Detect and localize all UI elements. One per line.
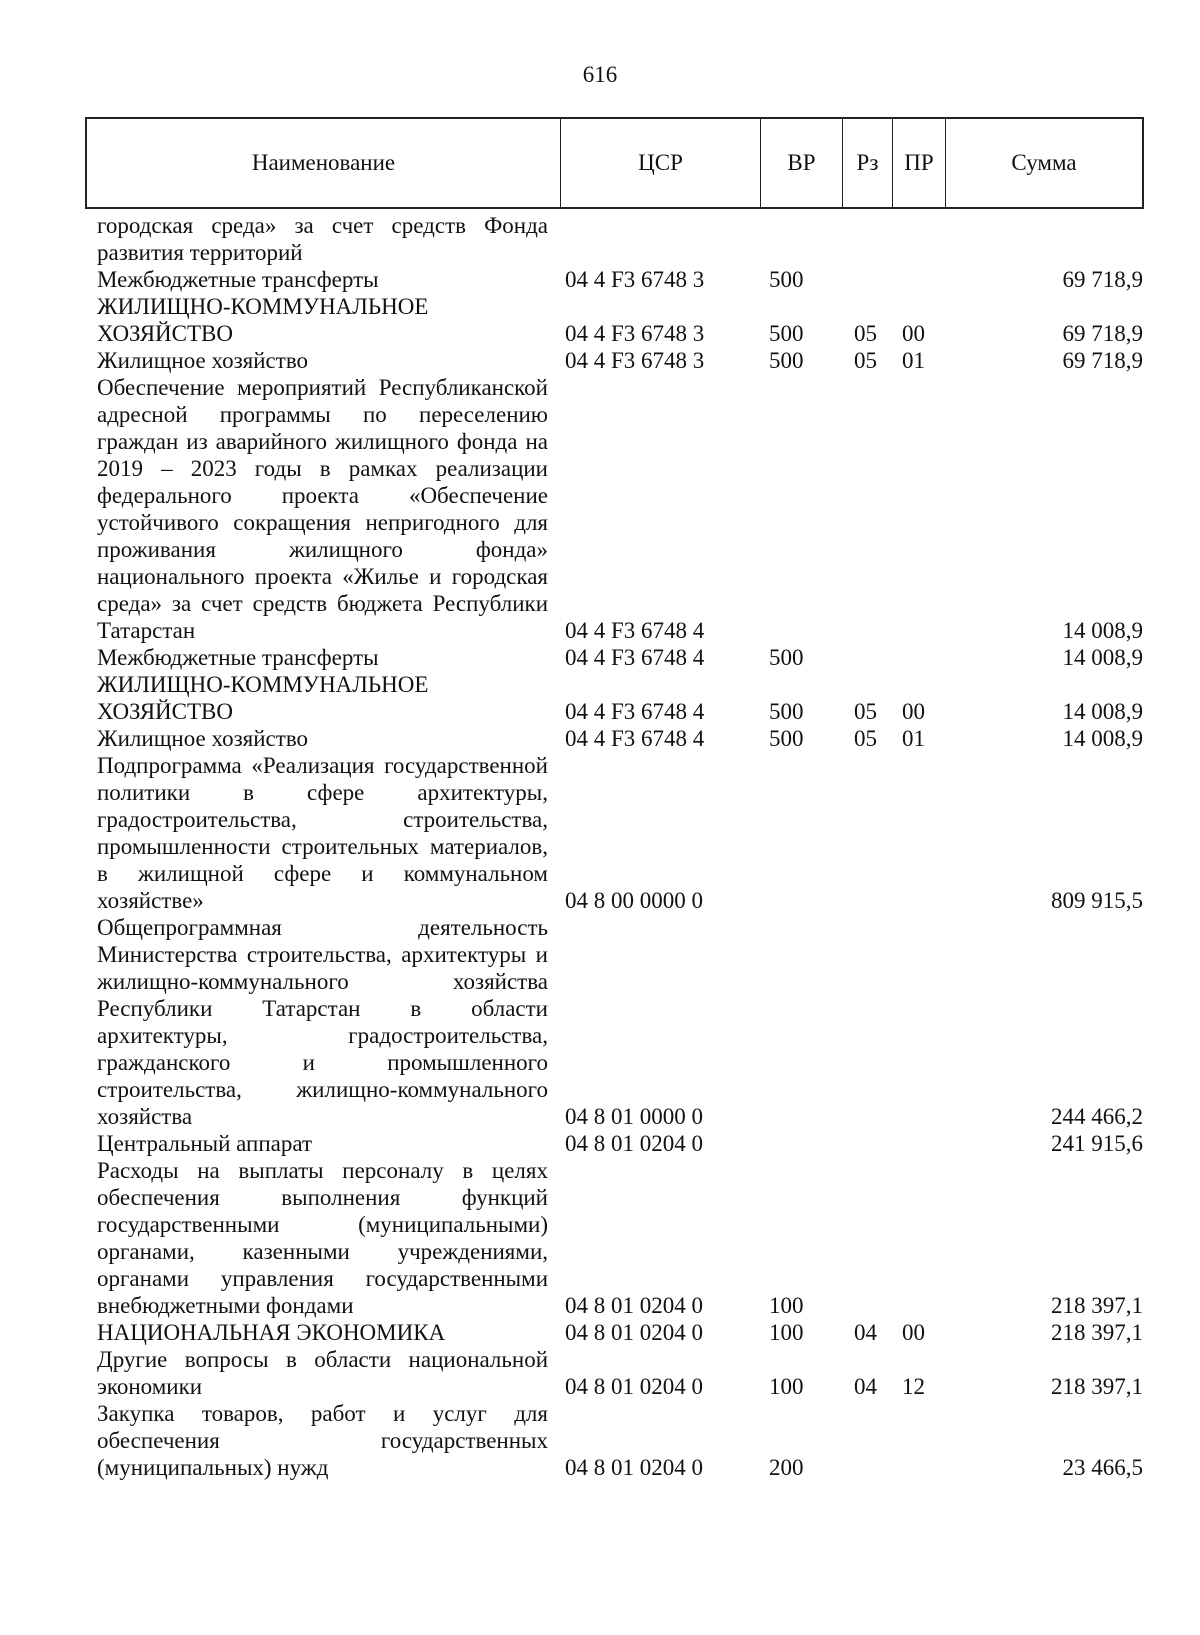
header-name: Наименование (87, 119, 561, 207)
row-vr: 100 (769, 1320, 804, 1345)
header-sum: Сумма (1011, 150, 1077, 175)
row-name: ЖИЛИЩНО-КОММУНАЛЬНОЕ ХОЗЯЙСТВО (97, 294, 429, 346)
table-row (85, 725, 1145, 752)
table-row (85, 212, 1145, 266)
row-vr: 500 (769, 321, 804, 346)
table-row (85, 1346, 1145, 1400)
table-row (85, 347, 1145, 374)
header-rz: Рз (843, 119, 893, 207)
row-name: Центральный аппарат (97, 1131, 313, 1156)
row-csr: 04 4 F3 6748 3 (565, 267, 705, 292)
row-vr: 500 (769, 699, 804, 724)
row-pr: 01 (902, 726, 925, 751)
row-sum: 14 008,9 (1062, 699, 1143, 724)
row-pr: 00 (902, 321, 925, 346)
row-sum: 69 718,9 (1062, 321, 1143, 346)
row-rz: 05 (854, 699, 877, 724)
row-name: Жилищное хозяйство (97, 726, 309, 751)
row-sum: 14 008,9 (1062, 726, 1143, 751)
row-vr: 100 (769, 1293, 804, 1318)
row-name: Другие вопросы в области национальной экономики (97, 1347, 548, 1399)
row-sum: 218 397,1 (1051, 1320, 1143, 1345)
row-rz: 05 (854, 321, 877, 346)
row-vr: 500 (769, 267, 804, 292)
row-sum: 69 718,9 (1062, 348, 1143, 373)
row-csr: 04 8 01 0204 0 (565, 1455, 703, 1480)
row-sum: 23 466,5 (1062, 1455, 1143, 1480)
row-rz: 05 (854, 726, 877, 751)
row-rz: 04 (854, 1320, 877, 1345)
table-row (85, 1157, 1145, 1319)
row-name: Обеспечение мероприятий Республиканской адресной программы по переселению граждан из аварийного жилищного фонда на 2019 – 2023 годы в рамках реализации федерального проекта «Обеспечение устойчивого сокращения непригодного для проживания жилищного фонда» национального проекта «Жилье и городская среда» за счет средств бюджета Республики Татарстан (97, 375, 548, 643)
row-sum: 244 466,2 (1051, 1104, 1143, 1129)
row-sum: 241 915,6 (1051, 1131, 1143, 1156)
row-vr: 500 (769, 348, 804, 373)
table-row (85, 671, 1145, 725)
row-name: Межбюджетные трансферты (97, 645, 379, 670)
table-row (85, 1319, 1145, 1346)
row-pr: 12 (902, 1374, 925, 1399)
row-name: Подпрограмма «Реализация государственной политики в сфере архитектуры, градостроительства, строительства, промышленности строительных материалов, в жилищной сфере и коммунальном хозяйстве» (97, 753, 548, 913)
header-pr: ПР (893, 119, 946, 207)
table-row (85, 914, 1145, 1130)
row-pr: 00 (902, 1320, 925, 1345)
row-name: Закупка товаров, работ и услуг для обеспечения государственных (муниципальных) нужд (97, 1401, 548, 1480)
row-csr: 04 4 F3 6748 3 (565, 348, 705, 373)
row-rz: 05 (854, 348, 877, 373)
row-name: ЖИЛИЩНО-КОММУНАЛЬНОЕ ХОЗЯЙСТВО (97, 672, 429, 724)
table-header (85, 117, 1144, 209)
row-csr: 04 4 F3 6748 4 (565, 618, 705, 643)
row-sum: 14 008,9 (1062, 618, 1143, 643)
row-csr: 04 8 00 0000 0 (565, 888, 703, 913)
table-row (85, 644, 1145, 671)
row-name: НАЦИОНАЛЬНАЯ ЭКОНОМИКА (97, 1320, 446, 1345)
row-name: городская среда» за счет средств Фонда развития территорий (97, 213, 548, 265)
row-sum: 218 397,1 (1051, 1374, 1143, 1399)
table-row (85, 1130, 1145, 1157)
row-csr: 04 4 F3 6748 3 (565, 321, 705, 346)
table-row (85, 1400, 1145, 1481)
row-pr: 01 (902, 348, 925, 373)
table-row (85, 752, 1145, 914)
table-row (85, 266, 1145, 293)
row-vr: 500 (769, 726, 804, 751)
header-vr: ВР (761, 119, 843, 207)
row-sum: 809 915,5 (1051, 888, 1143, 913)
row-name: Расходы на выплаты персоналу в целях обеспечения выполнения функций государственными (муниципальными) органами, казенными учреждениями, органами управления государственными внебюджетными фондами (97, 1158, 548, 1318)
header-csr: ЦСР (561, 119, 761, 207)
row-csr: 04 8 01 0204 0 (565, 1293, 703, 1318)
row-csr: 04 8 01 0000 0 (565, 1104, 703, 1129)
row-name: Жилищное хозяйство (97, 348, 309, 373)
row-sum: 14 008,9 (1062, 645, 1143, 670)
table-row (85, 293, 1145, 347)
row-vr: 200 (769, 1455, 804, 1480)
row-name: Межбюджетные трансферты (97, 267, 379, 292)
row-vr: 100 (769, 1374, 804, 1399)
row-csr: 04 8 01 0204 0 (565, 1374, 703, 1399)
page-number: 616 (582, 62, 618, 87)
row-rz: 04 (854, 1374, 877, 1399)
row-vr: 500 (769, 645, 804, 670)
row-csr: 04 4 F3 6748 4 (565, 699, 705, 724)
row-sum: 218 397,1 (1051, 1293, 1143, 1318)
row-sum: 69 718,9 (1062, 267, 1143, 292)
row-pr: 00 (902, 699, 925, 724)
row-csr: 04 4 F3 6748 4 (565, 726, 705, 751)
row-csr: 04 8 01 0204 0 (565, 1320, 703, 1345)
row-name: Общепрограммная деятельность Министерства строительства, архитектуры и жилищно-коммунального хозяйства Республики Татарстан в области архитектуры, градостроительства, гражданского и промышленного строительства, жилищно-коммунального хозяйства (97, 915, 548, 1129)
table-row (85, 374, 1145, 644)
row-csr: 04 4 F3 6748 4 (565, 645, 705, 670)
row-csr: 04 8 01 0204 0 (565, 1131, 703, 1156)
table-body (85, 212, 1145, 1481)
